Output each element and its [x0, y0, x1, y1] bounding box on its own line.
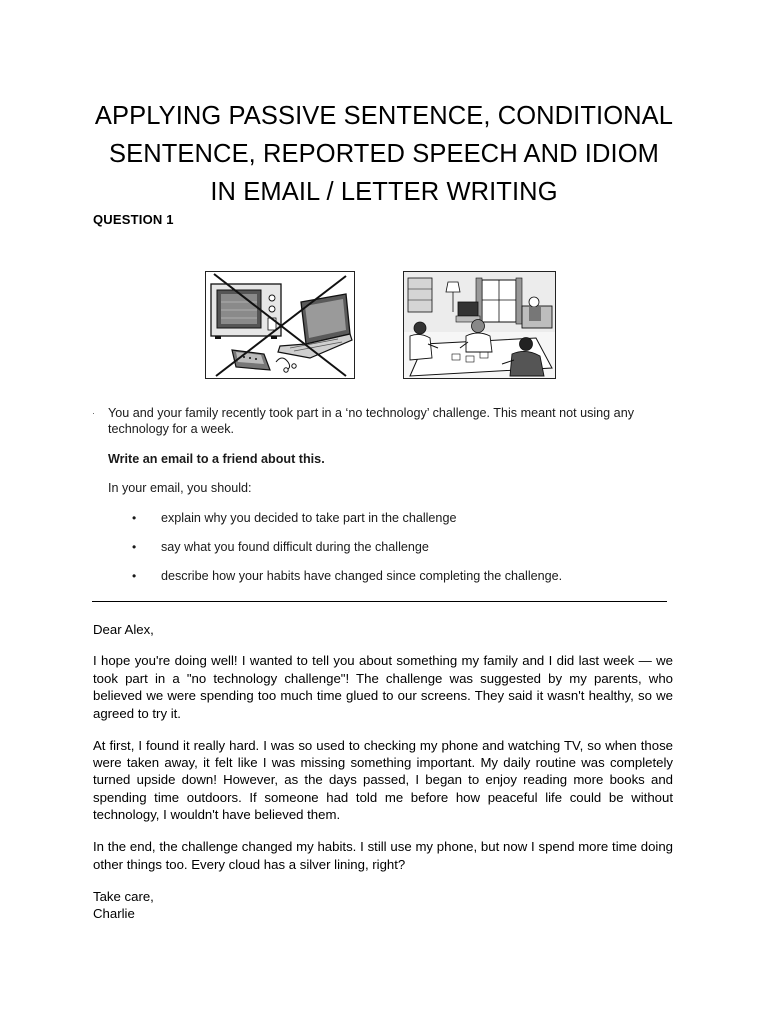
document-title — [60, 97, 708, 211]
task-intro: You and your family recently took part in a ‘no technology’ challenge. This meant not using any technology for a week. — [108, 406, 634, 436]
bullet-icon: • — [132, 569, 137, 583]
question-label: QUESTION 1 — [93, 212, 174, 227]
letter-greeting: Dear Alex, — [93, 622, 154, 637]
section-divider — [92, 601, 667, 602]
bullet-icon: • — [132, 511, 137, 525]
no-technology-illustration — [205, 271, 355, 379]
task-point-text: explain why you decided to take part in the challenge — [161, 511, 457, 525]
crossed-out-devices-icon — [206, 272, 354, 378]
letter-paragraph: In the end, the challenge changed my habits. I still use my phone, but now I spend more time doing other things too. Every cloud has a silver lining, right? — [93, 839, 673, 872]
title-line-1: APPLYING PASSIVE SENTENCE, CONDITIONAL — [94, 102, 674, 130]
task-point-text: describe how your habits have changed since completing the challenge. — [161, 569, 563, 583]
letter-paragraph: At first, I found it really hard. I was so used to checking my phone and watching TV, so when those were taken away, it felt like I was missing something important. My daily routine was completely turned upside down! However, as the days passed, I began to enjoy reading more books and spending time outdoors. If someone had told me before how peaceful life could be without technology, I wouldn't have believed them. — [93, 737, 673, 823]
task-points-list — [132, 510, 652, 597]
task-point — [132, 568, 652, 597]
bullet-icon: • — [132, 540, 137, 554]
task-should-label: In your email, you should: — [108, 481, 252, 495]
letter-signoff: Take care, — [93, 888, 154, 904]
family-living-room-illustration — [403, 271, 556, 379]
task-instruction: Write an email to a friend about this. — [108, 452, 325, 466]
family-playing-cards-icon — [404, 272, 555, 378]
letter-signature: Charlie — [93, 906, 135, 922]
title-line-2: SENTENCE, REPORTED SPEECH AND IDIOM — [109, 140, 659, 168]
email-letter — [93, 621, 673, 922]
task-point-text: say what you found difficult during the challenge — [161, 540, 429, 554]
task-point — [132, 539, 652, 568]
prompt-marker: · — [92, 408, 95, 418]
letter-paragraph: I hope you're doing well! I wanted to tell you about something my family and I did last week — we took part in a "no technology challenge"! The challenge was suggested by my parents, who believed we were spending too much time glued to our screens. They said it wasn't healthy, so we agreed to try it. — [93, 653, 673, 721]
title-line-3: IN EMAIL / LETTER WRITING — [210, 178, 558, 206]
task-point — [132, 510, 652, 539]
